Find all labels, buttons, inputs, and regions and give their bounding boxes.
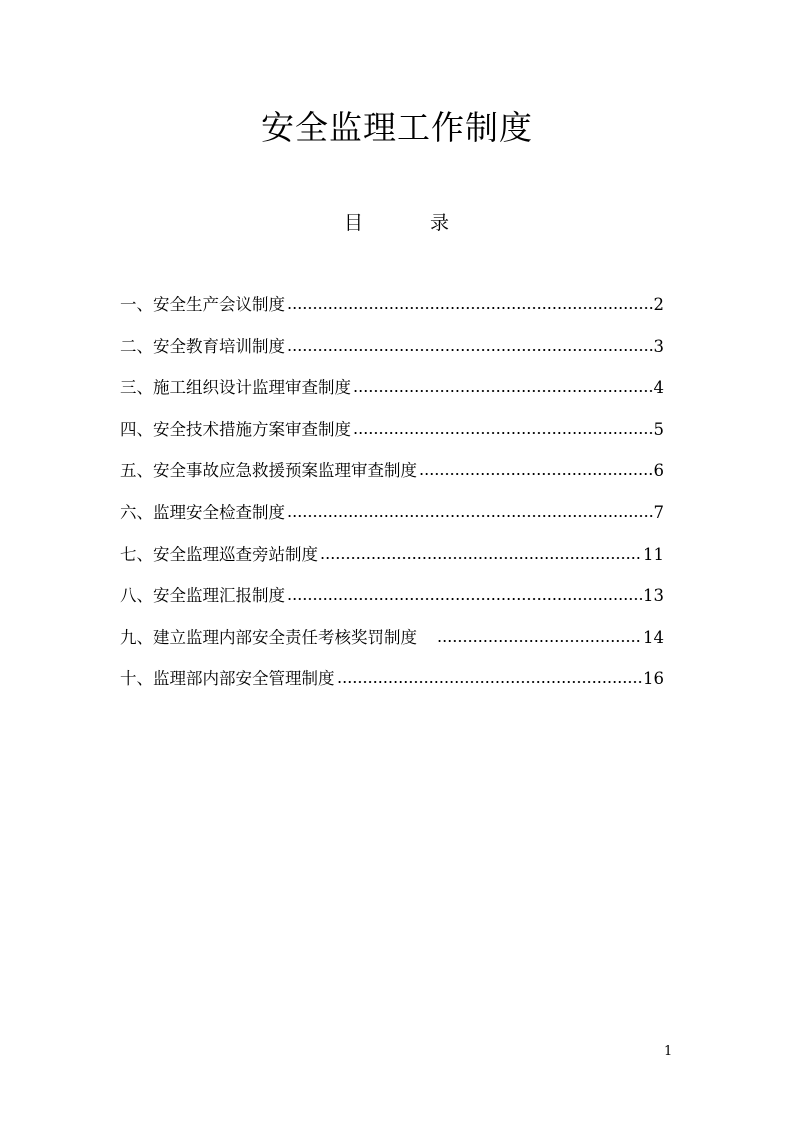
toc-entry[interactable] [120,336,664,378]
toc-entry-page: 6 [653,461,664,481]
toc-leader-dots [287,502,653,524]
toc-heading-char-1: 目 [344,212,364,234]
toc-entry[interactable] [120,419,664,461]
toc-leader-dots [419,460,653,482]
toc-leader-dots [437,627,642,649]
toc-entry[interactable] [120,460,664,502]
toc-heading-char-2: 录 [430,212,450,234]
toc-entry-label: 七、安全监理巡查旁站制度 [120,544,318,564]
toc-entry-page: 13 [643,586,664,606]
toc-entry[interactable] [120,294,664,336]
toc-entry[interactable] [120,585,664,627]
toc-entry-page: 16 [643,669,664,689]
toc-entry[interactable] [120,627,664,669]
toc-leader-dots [320,544,642,566]
toc-entry-label: 六、监理安全检查制度 [120,502,285,522]
toc-entry-page: 2 [653,295,664,314]
toc-leader-dots [337,668,643,690]
toc-entry-label: 二、安全教育培训制度 [120,336,285,356]
toc-entry[interactable] [120,502,664,544]
toc-entry-label: 一、安全生产会议制度 [120,295,285,314]
toc-entry-page: 5 [653,419,664,439]
toc-entry-page: 3 [653,336,664,356]
page-number: 1 [664,1044,673,1059]
toc-leader-dots [287,294,653,316]
toc-entry-label: 三、施工组织设计监理审查制度 [120,378,351,398]
toc-entry-page: 7 [653,502,664,522]
toc-entry-label: 十、监理部内部安全管理制度 [120,669,335,689]
toc-leader-dots [287,585,642,607]
toc-entry-label: 五、安全事故应急救援预案监理审查制度 [120,461,417,481]
table-of-contents [120,294,664,710]
toc-entry-label: 四、安全技术措施方案审查制度 [120,419,351,439]
toc-leader-dots [287,336,653,358]
toc-heading [0,210,794,236]
toc-entry-page: 11 [643,544,664,564]
toc-entry-page: 4 [653,378,664,398]
toc-entry[interactable] [120,377,664,419]
toc-entry-page: 14 [643,627,664,647]
toc-entry[interactable] [120,668,664,710]
document-title: 安全监理工作制度 [261,108,533,147]
toc-leader-dots [353,377,653,399]
toc-leader-dots [353,419,653,441]
toc-entry[interactable] [120,544,664,586]
toc-entry-label: 九、建立监理内部安全责任考核奖罚制度 [120,627,417,647]
toc-entry-label: 八、安全监理汇报制度 [120,586,285,606]
